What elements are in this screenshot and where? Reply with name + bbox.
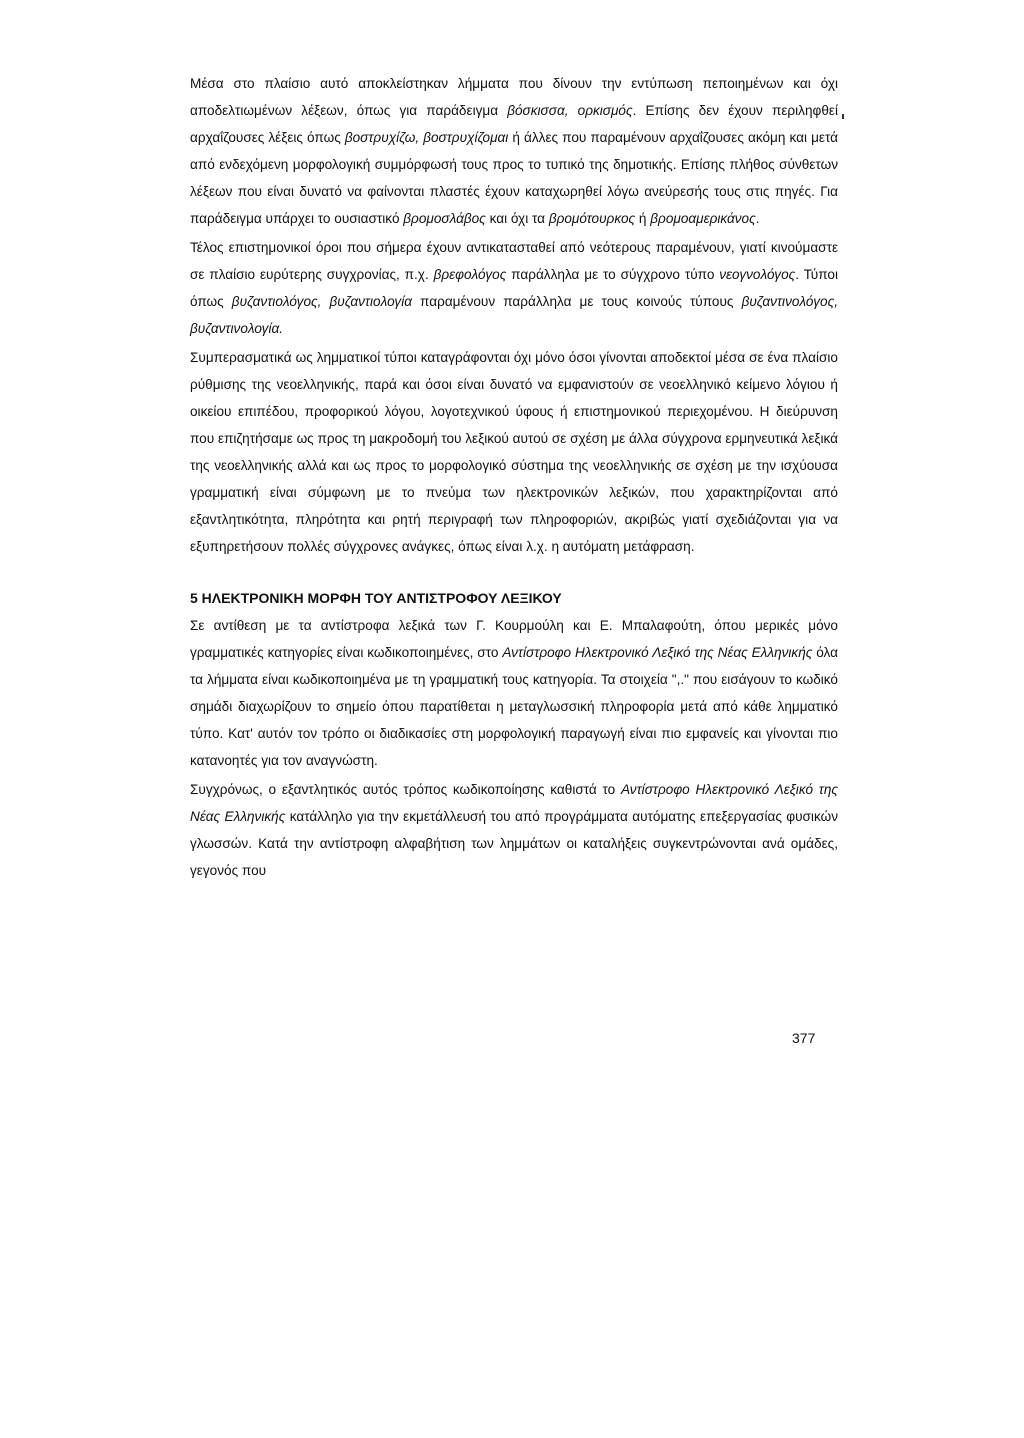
italic-term: βρομοαμερικάνος xyxy=(650,211,756,226)
italic-term: Αντίστροφο Ηλεκτρονικό Λεξικό της Νέας Ελληνικής xyxy=(190,782,838,824)
section-heading: 5 ΗΛΕΚΤΡΟΝΙΚΗ ΜΟΡΦΗ ΤΟΥ ΑΝΤΙΣΤΡΟΦΟΥ ΛΕΞΙΚΟΥ xyxy=(190,590,562,606)
page-number: 377 xyxy=(792,1030,816,1046)
italic-term: βοστρυχίζω, βοστρυχίζομαι xyxy=(344,130,509,145)
text-run: Συγχρόνως, ο εξαντλητικός αυτός τρόπος κωδικοποίησης καθιστά το xyxy=(190,782,621,797)
italic-term: Αντίστροφο Ηλεκτρονικό Λεξικό της Νέας Ελληνικής xyxy=(502,645,813,660)
text-run: και όχι τα xyxy=(485,211,549,226)
body-paragraph xyxy=(190,776,838,884)
text-run: ή xyxy=(635,211,651,226)
text-run: ή άλλες που παραμένουν αρχαΐζουσες ακόμη και μετά από ενδεχόμενη μορφολογική συμμόρφωσή τους προς το τυπικό της δημοτικής. Επίσης πλήθος σύνθετων λέξεων που είναι δυνατό να φαίνονται πλαστές έχουν καταχωρηθεί λόγω ανεύρεσής τους στις πηγές. Για παράδειγμα υπάρχει το ουσιαστικό xyxy=(190,130,838,226)
text-run: . Επίσης δεν έχουν περιληφθεί αρχαΐζουσες λέξεις όπως xyxy=(190,103,838,145)
italic-term: βρομότουρκος xyxy=(548,211,636,226)
text-run: . Τύποι όπως xyxy=(190,267,838,309)
body-paragraph xyxy=(190,612,838,774)
body-paragraph xyxy=(190,234,838,342)
italic-term: βρομοσλάβος xyxy=(403,211,486,226)
body-paragraph xyxy=(190,344,838,560)
italic-term: νεογνολόγος xyxy=(719,267,796,282)
text-run: κατάλληλο για την εκμετάλλευσή του από προγράμματα αυτόματης επεξεργασίας φυσικών γλωσσών. Κατά την αντίστροφη αλφαβήτιση των λημμάτων οι καταλήξεις συγκεντρώνονται ανά ομάδες, γεγονός που xyxy=(190,809,838,878)
italic-term: βυζαντινολόγος, βυζαντινολογία. xyxy=(190,294,838,336)
italic-term: βρεφολόγος xyxy=(433,267,507,282)
text-run: . xyxy=(755,211,760,226)
scan-artifact-mark xyxy=(842,114,844,119)
text-run: Συμπερασματικά ως λημματικοί τύποι καταγράφονται όχι μόνο όσοι γίνονται αποδεκτοί μέσα σε ένα πλαίσιο ρύθμισης της νεοελληνικής, παρά και όσοι είναι δυνατό να εμφανιστούν σε νεοελληνικό κείμενο λόγιου ή οικείου επιπέδου, προφορικού λόγου, λογοτεχνικού ύφους ή επιστημονικού περιεχομένου. Η διεύρυνση που επιζητήσαμε ως προς τη μακροδομή του λεξικού αυτού σε σχέση με άλλα σύγχρονα ερμηνευτικά λεξικά της νεοελληνικής αλλά και ως προς το μορφολογικό σύστημα της νεοελληνικής σε σχέση με την ισχύουσα γραμματική είναι σύμφωνη με το πνεύμα των ηλεκτρονικών λεξικών, που χαρακτηρίζονται από εξαντλητικότητα, πληρότητα και ρητή περιγραφή των πληροφοριών, ακριβώς γιατί σχεδιάζονται για να εξυπηρετήσουν πολλές σύγχρονες ανάγκες, όπως είναι λ.χ. η αυτόματη μετάφραση. xyxy=(190,350,839,554)
text-run: παραμένουν παράλληλα με τους κοινούς τύπους xyxy=(411,294,742,309)
page-body xyxy=(190,70,838,884)
text-run: Μέσα στο πλαίσιο αυτό αποκλείστηκαν λήμματα που δίνουν την εντύπωση πεποιημένων και όχι αποδελτιωμένων λέξεων, όπως για παράδειγμα xyxy=(190,76,838,118)
text-run: Τέλος επιστημονικοί όροι που σήμερα έχουν αντικατασταθεί από νεότερους παραμένουν, γιατί κινούμαστε σε πλαίσιο ευρύτερης συγχρονίας, π.χ. xyxy=(190,240,838,282)
italic-term: βόσκισσα, ορκισμός xyxy=(507,103,633,118)
text-run: Σε αντίθεση με τα αντίστροφα λεξικά των Γ. Κουρμούλη και Ε. Μπαλαφούτη, όπου μερικές μόνο γραμματικές κατηγορίες είναι κωδικοποιημένες, στο xyxy=(190,618,838,660)
text-run: όλα τα λήμματα είναι κωδικοποιημένα με τη γραμματική τους κατηγορία. Τα στοιχεία ",." που εισάγουν το κωδικό σημάδι διαχωρίζουν το σημείο όπου παρατίθεται η μεταγλωσσική πληροφορία μετά από κάθε λημματικό τύπο. Κατ' αυτόν τον τρόπο οι διαδικασίες στη μορφολογική παραγωγή είναι πιο εμφανείς και γίνονται πιο κατανοητές για τον αναγνώστη. xyxy=(190,645,839,768)
italic-term: βυζαντιολόγος, βυζαντιολογία xyxy=(231,294,412,309)
text-run: παράλληλα με το σύγχρονο τύπο xyxy=(506,267,720,282)
body-paragraph xyxy=(190,70,838,232)
